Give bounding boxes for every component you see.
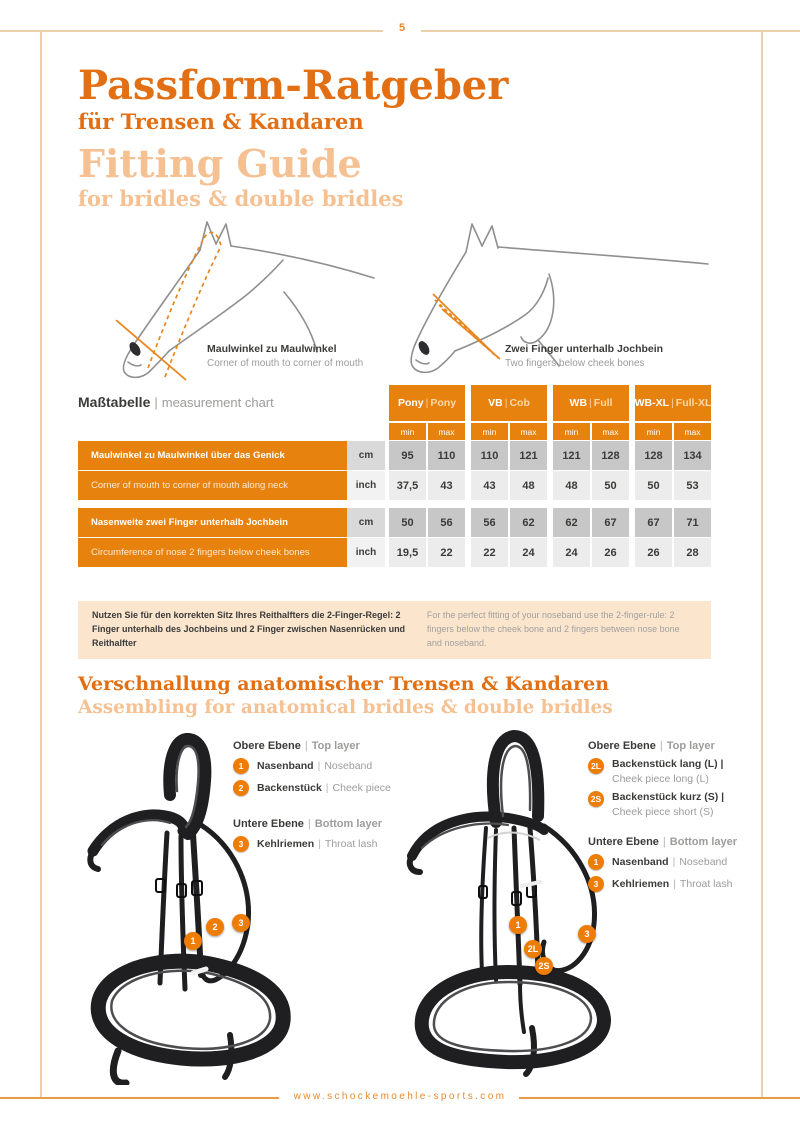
value-cell: 48 — [553, 471, 590, 500]
max-label: max — [428, 423, 465, 440]
left-frame-rule — [40, 31, 42, 1098]
item-number-badge: 1 — [233, 758, 249, 774]
separator: | — [317, 760, 321, 772]
item-labels — [612, 758, 723, 785]
min-label: min — [389, 423, 426, 440]
value-cell: 95 — [389, 441, 426, 470]
marker-noseband: 1 — [184, 932, 202, 950]
table-title-de: Maßtabelle — [78, 394, 151, 410]
min-label: min — [471, 423, 508, 440]
item-label-de: Kehlriemen — [257, 838, 315, 850]
diagram-caption-left-en: Corner of mouth to corner of mouth — [207, 358, 364, 369]
value-cell: 121 — [510, 441, 547, 470]
measurement-table — [78, 385, 711, 567]
value-cell: 110 — [428, 441, 465, 470]
item-label-de: Backenstück kurz (S) | — [612, 791, 725, 803]
value-group — [471, 538, 547, 567]
value-cell: 26 — [592, 538, 629, 567]
size-header-pony — [389, 385, 465, 421]
value-group — [389, 508, 465, 537]
size-de: WB-XL — [634, 397, 670, 409]
value-cell: 121 — [553, 441, 590, 470]
table-row — [78, 471, 711, 500]
value-cell: 50 — [389, 508, 426, 537]
table-row — [78, 508, 711, 537]
item-label-de: Nasenband — [257, 760, 314, 772]
legend-item-throat-lash — [233, 836, 413, 852]
legend-heading-en: Bottom layer — [314, 818, 383, 830]
minmax-cob — [471, 423, 547, 440]
size-de: VB — [488, 397, 503, 409]
value-cell: 28 — [674, 538, 711, 567]
item-label-de: Backenstück — [257, 782, 322, 794]
value-cell: 50 — [592, 471, 629, 500]
legend-item-cheek-piece-long — [588, 758, 768, 785]
table-row — [78, 538, 711, 567]
value-group — [471, 471, 547, 500]
value-cell: 19,5 — [389, 538, 426, 567]
item-label-en: Noseband — [679, 856, 728, 868]
size-en: Pony — [430, 397, 457, 409]
legend-item-cheek-piece-short — [588, 791, 768, 818]
value-group — [553, 538, 629, 567]
row-label: Circumference of nose 2 fingers below cheek bones — [78, 538, 347, 567]
table-title-en: measurement chart — [161, 395, 274, 410]
size-header-cob — [471, 385, 547, 421]
size-header-row — [389, 385, 711, 421]
value-cell: 56 — [428, 508, 465, 537]
size-separator: | — [504, 397, 508, 409]
separator: | — [659, 740, 663, 752]
legend-heading-de: Untere Ebene — [588, 836, 659, 848]
max-label: max — [592, 423, 629, 440]
page-subtitle-de: für Trensen & Kandaren — [78, 109, 364, 134]
value-cell: 110 — [471, 441, 508, 470]
value-cell: 128 — [592, 441, 629, 470]
item-label-de: Nasenband — [612, 856, 669, 868]
value-cell: 62 — [553, 508, 590, 537]
size-en: Cob — [509, 397, 530, 409]
diagram-caption-right-de: Zwei Finger unterhalb Jochbein — [505, 343, 664, 355]
value-cell: 24 — [510, 538, 547, 567]
item-number-badge: 1 — [588, 854, 604, 870]
separator: | — [662, 836, 666, 848]
value-group — [635, 538, 711, 567]
row-unit: cm — [347, 508, 385, 537]
value-cell: 22 — [471, 538, 508, 567]
value-cell: 22 — [428, 538, 465, 567]
value-group — [471, 508, 547, 537]
legend-item-noseband — [588, 854, 768, 870]
page-title-en: Fitting Guide — [78, 141, 362, 186]
size-separator: | — [589, 397, 592, 409]
right-frame-rule — [761, 31, 763, 1098]
size-en: Full — [593, 397, 613, 409]
item-labels — [612, 791, 724, 818]
assembly-title-de: Verschnallung anatomischer Trensen & Kandaren — [78, 673, 610, 695]
value-group — [471, 441, 547, 470]
size-header-full-xl — [635, 385, 711, 421]
value-cell: 128 — [635, 441, 672, 470]
value-cell: 48 — [510, 471, 547, 500]
row-label: Maulwinkel zu Maulwinkel über das Genick — [78, 441, 347, 470]
max-label: max — [674, 423, 711, 440]
value-cell: 43 — [471, 471, 508, 500]
value-cell: 24 — [553, 538, 590, 567]
max-label: max — [510, 423, 547, 440]
separator: | — [307, 818, 311, 830]
marker-throat-lash: 3 — [578, 925, 596, 943]
minmax-pony — [389, 423, 465, 440]
legend-heading-en: Bottom layer — [669, 836, 738, 848]
item-label-en: Noseband — [324, 760, 373, 772]
top-rule-left — [0, 30, 383, 32]
legend-heading-bottom — [588, 836, 768, 848]
value-cell: 62 — [510, 508, 547, 537]
minmax-full — [553, 423, 629, 440]
item-number-badge: 2S — [588, 791, 604, 807]
value-cell: 37,5 — [389, 471, 426, 500]
separator: | — [325, 782, 329, 794]
value-cell: 56 — [471, 508, 508, 537]
value-cell: 53 — [674, 471, 711, 500]
legend-heading-bottom — [233, 818, 413, 830]
note-text-de: Nutzen Sie für den korrekten Sitz Ihres Reithalfters die 2-Finger-Regel: 2 Finger unterhalb des Jochbeins und 2 Finger zwischen Nasenrücken und Reithalfter — [92, 610, 406, 648]
legend-snaffle — [233, 740, 413, 852]
value-cell: 43 — [428, 471, 465, 500]
legend-heading-top — [233, 740, 413, 752]
legend-heading-de: Obere Ebene — [233, 740, 301, 752]
size-en: Full-XL — [675, 397, 712, 409]
value-group — [635, 441, 711, 470]
legend-item-cheek-piece — [233, 780, 413, 796]
item-label-en: Cheek piece short (S) — [612, 806, 714, 818]
legend-heading-de: Obere Ebene — [588, 740, 656, 752]
row-unit: inch — [347, 471, 385, 500]
value-group — [635, 508, 711, 537]
page-number: 5 — [398, 22, 406, 34]
min-max-row — [389, 423, 711, 440]
item-number-badge: 2 — [233, 780, 249, 796]
note-text-en: For the perfect fitting of your noseband use the 2-finger-rule: 2 fingers below the cheek bone and 2 fingers between nose bone and noseband. — [426, 610, 680, 648]
marker-cheek-piece-long: 2L — [524, 940, 542, 958]
assembly-title-en: Assembling for anatomical bridles & double bridles — [78, 697, 613, 718]
legend-heading-en: Top layer — [666, 740, 715, 752]
row-unit: inch — [347, 538, 385, 567]
separator: | — [672, 856, 676, 868]
item-label-de: Backenstück lang (L) | — [612, 758, 724, 770]
two-finger-rule-note — [78, 601, 711, 659]
minmax-full-xl — [635, 423, 711, 440]
size-separator: | — [671, 397, 674, 409]
row-label: Corner of mouth to corner of mouth along neck — [78, 471, 347, 500]
separator: | — [673, 878, 676, 890]
diagram-caption-right — [505, 343, 725, 369]
value-group — [389, 538, 465, 567]
legend-double-bridle — [588, 740, 768, 892]
title-separator: | — [154, 395, 158, 410]
size-de: Pony — [397, 397, 424, 409]
item-label-en: Cheek piece — [332, 782, 391, 794]
value-cell: 67 — [592, 508, 629, 537]
value-cell: 71 — [674, 508, 711, 537]
value-group — [553, 508, 629, 537]
item-label-de: Kehlriemen — [612, 878, 670, 890]
value-cell: 67 — [635, 508, 672, 537]
legend-heading-en: Top layer — [311, 740, 360, 752]
row-label: Nasenweite zwei Finger unterhalb Jochbein — [78, 508, 347, 537]
diagram-caption-left-de: Maulwinkel zu Maulwinkel — [207, 343, 337, 355]
diagram-caption-right-en: Two fingers below cheek bones — [505, 358, 645, 369]
size-separator: | — [425, 397, 429, 409]
item-number-badge: 3 — [233, 836, 249, 852]
legend-item-noseband — [233, 758, 413, 774]
value-group — [389, 471, 465, 500]
value-cell: 50 — [635, 471, 672, 500]
item-label-en: Cheek piece long (L) — [612, 773, 709, 785]
size-header-full — [553, 385, 629, 421]
top-rule-right — [421, 30, 800, 32]
value-cell: 134 — [674, 441, 711, 470]
value-group — [553, 441, 629, 470]
separator: | — [304, 740, 308, 752]
legend-heading-top — [588, 740, 768, 752]
marker-throat-lash: 3 — [232, 914, 250, 932]
min-label: min — [635, 423, 672, 440]
marker-noseband: 1 — [509, 916, 527, 934]
size-de: WB — [569, 397, 588, 409]
marker-cheek-piece: 2 — [206, 918, 224, 936]
page-title-de: Passform-Ratgeber — [78, 62, 509, 109]
row-unit: cm — [347, 441, 385, 470]
item-label-en: Throat lash — [679, 878, 733, 890]
marker-cheek-piece-short: 2S — [535, 957, 553, 975]
table-row — [78, 441, 711, 470]
value-group — [553, 471, 629, 500]
item-number-badge: 2L — [588, 758, 604, 774]
value-cell: 26 — [635, 538, 672, 567]
separator: | — [318, 838, 321, 850]
legend-item-throat-lash — [588, 876, 768, 892]
measurement-table-title — [78, 394, 274, 412]
diagram-caption-left — [207, 343, 427, 369]
value-group — [389, 441, 465, 470]
item-label-en: Throat lash — [324, 838, 378, 850]
footer-website-link[interactable]: www.schockemoehle-sports.com — [293, 1091, 507, 1102]
min-label: min — [553, 423, 590, 440]
legend-heading-de: Untere Ebene — [233, 818, 304, 830]
page-subtitle-en: for bridles & double bridles — [78, 186, 404, 211]
item-number-badge: 3 — [588, 876, 604, 892]
value-group — [635, 471, 711, 500]
